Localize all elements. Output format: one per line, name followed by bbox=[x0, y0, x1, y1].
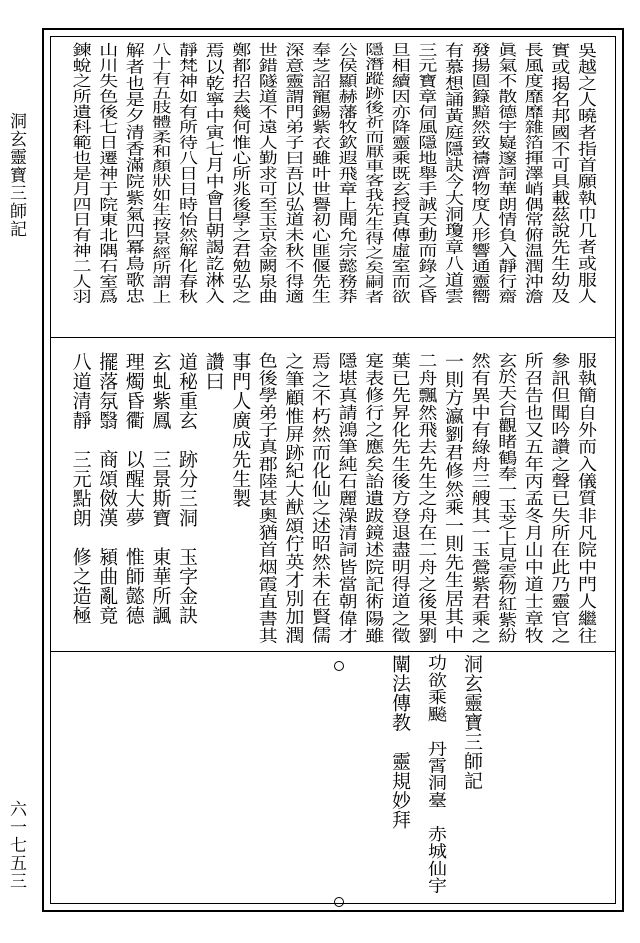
middle-column: 二舟飄然飛去先生之舟在二舟之後果劉 bbox=[415, 352, 438, 645]
top-column: 旦相續因亦降靈乘既玄授真傳虛室而欲 bbox=[388, 42, 411, 304]
middle-column: 一則方瀛劉君修然乘一則先生居其中 bbox=[442, 352, 464, 645]
middle-column: 理燭昏衢 以醒大夢 惟師懿德 bbox=[122, 352, 145, 625]
section-divider-1 bbox=[51, 337, 615, 338]
middle-column: 寔表修行之應矣詒遺跋鏡述院記術陽雖 bbox=[362, 352, 385, 645]
top-column: 實或揭名邦國不可具載茲說先生幼及 bbox=[548, 42, 571, 305]
middle-column: 道秘重玄 跡分三洞 玉字金訣 bbox=[176, 352, 198, 625]
middle-column: 色後學弟子真郡陸甚奧猶首烟霞直書其 bbox=[255, 352, 278, 645]
middle-column: 八道清靜 三元點朗 修之造極 bbox=[69, 352, 92, 625]
middle-column: 事門人廣成先生製 bbox=[229, 352, 252, 508]
top-column: 解者也是夕清香滿院紫氣四冪鳥歌忠 bbox=[122, 42, 145, 305]
bottom-column: 功欲乘飈 丹霄洞臺 赤城仙宇 bbox=[425, 654, 447, 894]
top-column: 八十有五肢體柔和顏狀如生按景經所謂上 bbox=[149, 42, 172, 304]
section-divider-2 bbox=[51, 651, 615, 652]
top-column: 吳越之人曉者指首願執巾几者或服人 bbox=[575, 42, 597, 305]
top-column: 公侯顯赫藩牧欽遐飛章上聞允宗懿務莽 bbox=[335, 42, 358, 304]
middle-column: 參訊但聞吟讚之聲已失所在此乃靈官之 bbox=[548, 352, 571, 645]
middle-column: 讚曰 bbox=[202, 352, 225, 391]
top-column: 鄭都招去幾何惟心所兆後學之君勉弘之 bbox=[229, 42, 252, 304]
middle-column: 玄於天台觀睹鶴奉一玉芝上見雲物紅紫紛 bbox=[495, 352, 518, 645]
middle-column: 然有異中有綠舟三艘其一玉鶯紫君乘之 bbox=[468, 352, 491, 645]
bottom-column: 洞玄靈寶三師記 bbox=[461, 654, 483, 791]
circle-mark-2 bbox=[334, 897, 344, 907]
top-column: 長風度靡靡雜箔揮澤峭偶常俯温潤沖澹 bbox=[521, 42, 544, 304]
middle-column: 所召告也又五年丙孟冬月山中道士章牧 bbox=[521, 352, 544, 645]
top-column: 鍊蛻之所遺科範也是月四日有神二人羽 bbox=[69, 42, 92, 304]
top-column: 三元寶章伺風隱地舉手誠天動而錄之昏 bbox=[415, 42, 438, 304]
top-column: 靜梵神如有所待八日日時怡然解化春秋 bbox=[176, 42, 198, 304]
top-column: 焉以乾寧中寅七月中會日朝謁訖淋入 bbox=[202, 42, 225, 305]
top-column: 發揚圓籙黯然致禱濟物度人形響通靈嚮 bbox=[468, 42, 491, 304]
middle-column: 隱堪真請鴻筆純石麗澡清詞皆當朝偉才 bbox=[335, 352, 358, 645]
top-column: 山川失色後七日遷神于院東北隅石室爲 bbox=[96, 42, 119, 304]
top-column: 有慕想誦黃庭隱訣今大洞瓊章八道雲 bbox=[442, 42, 464, 305]
top-column: 眞氣不散德宇嶷邃詞華朗情負入靜行齋 bbox=[495, 42, 518, 304]
circle-mark-1 bbox=[334, 661, 344, 671]
middle-column: 服執簡自外而入儀質非凡院中門人繼往 bbox=[575, 352, 597, 645]
top-column: 奉芝詔寵錫紫衣雖叶世譽初心匪偃先生 bbox=[309, 42, 331, 304]
margin-page-number: 六一七五三 bbox=[6, 800, 26, 890]
middle-column: 之筆顧惟屏跡紀大猷頌佇英才別加潤 bbox=[282, 352, 305, 645]
middle-column: 擺落氛翳 商頌傚漢 潁曲亂竟 bbox=[96, 352, 119, 625]
middle-column: 葉已先昇化先生後方登退盡明得道之徵 bbox=[388, 352, 411, 645]
middle-column: 焉之不朽然而化仙之述昭然未在賢儒 bbox=[309, 352, 331, 645]
top-column: 深意靈謂門弟子曰吾以弘道未秋不得適 bbox=[282, 42, 305, 304]
top-column: 隱潛蹤跡後祈而厭車客我先生得之矣嗣者 bbox=[362, 42, 385, 304]
top-column: 世錯隧道不遠人勤求可至玉京金闕泉曲 bbox=[255, 42, 278, 304]
middle-column: 玄虬紫鳳 三景斯寶 東華所諷 bbox=[149, 352, 172, 625]
margin-title: 洞玄靈寶三師記 bbox=[6, 112, 26, 238]
bottom-column: 闡法傳教 靈規妙拜 bbox=[389, 654, 411, 830]
